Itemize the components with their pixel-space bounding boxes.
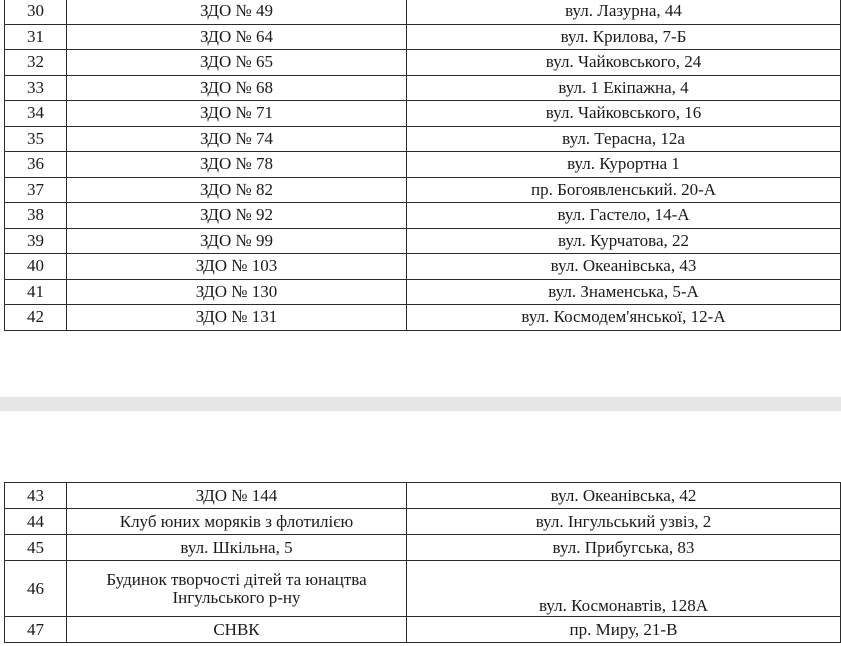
table-row	[5, 203, 841, 229]
row-number: 31	[5, 24, 67, 50]
table-row	[5, 305, 841, 331]
institution-address: вул. Лазурна, 44	[407, 0, 841, 24]
institution-address: вул. Океанівська, 42	[407, 483, 841, 509]
row-number: 42	[5, 305, 67, 331]
institution-address: вул. Курортна 1	[407, 152, 841, 178]
institution-address: вул. Крилова, 7-Б	[407, 24, 841, 50]
institution-name: ЗДО № 64	[67, 24, 407, 50]
institution-address: вул. Знаменська, 5-А	[407, 279, 841, 305]
row-number: 35	[5, 126, 67, 152]
table-row	[5, 177, 841, 203]
institution-name: ЗДО № 65	[67, 50, 407, 76]
institution-name: ЗДО № 74	[67, 126, 407, 152]
row-number: 37	[5, 177, 67, 203]
page-break-band	[0, 397, 841, 411]
table-row	[5, 483, 841, 509]
row-number: 44	[5, 509, 67, 535]
institution-address: вул. Інгульський узвіз, 2	[407, 509, 841, 535]
institution-address: вул. Курчатова, 22	[407, 228, 841, 254]
institution-name: ЗДО № 68	[67, 75, 407, 101]
table-row	[5, 101, 841, 127]
row-number: 36	[5, 152, 67, 178]
institution-name: ЗДО № 130	[67, 279, 407, 305]
table-row	[5, 0, 841, 24]
row-number: 30	[5, 0, 67, 24]
table-row	[5, 279, 841, 305]
institution-name: ЗДО № 92	[67, 203, 407, 229]
institution-name: ЗДО № 82	[67, 177, 407, 203]
institution-name: ЗДО № 71	[67, 101, 407, 127]
row-number: 47	[5, 617, 67, 643]
institution-address: пр. Миру, 21-В	[407, 617, 841, 643]
row-number: 43	[5, 483, 67, 509]
institution-address: вул. Космонавтів, 128А	[407, 561, 841, 617]
row-number: 38	[5, 203, 67, 229]
table-row	[5, 75, 841, 101]
table-row	[5, 509, 841, 535]
table-row	[5, 24, 841, 50]
table-row	[5, 228, 841, 254]
institution-address: вул. 1 Екіпажна, 4	[407, 75, 841, 101]
institution-name: Клуб юних моряків з флотилією	[67, 509, 407, 535]
institution-name: ЗДО № 78	[67, 152, 407, 178]
institution-address: вул. Космодем'янської, 12-А	[407, 305, 841, 331]
institution-address: вул. Гастело, 14-А	[407, 203, 841, 229]
institution-name: ЗДО № 99	[67, 228, 407, 254]
institutions-table-bottom	[4, 482, 841, 643]
institutions-table-top	[4, 0, 841, 331]
institution-address: пр. Богоявленський. 20-А	[407, 177, 841, 203]
row-number: 34	[5, 101, 67, 127]
row-number: 39	[5, 228, 67, 254]
institution-address: вул. Чайковського, 24	[407, 50, 841, 76]
row-number: 40	[5, 254, 67, 280]
institution-name: ЗДО № 103	[67, 254, 407, 280]
institution-name: ЗДО № 131	[67, 305, 407, 331]
institution-address: вул. Чайковського, 16	[407, 101, 841, 127]
row-number: 46	[5, 561, 67, 617]
table-row	[5, 126, 841, 152]
institution-address: вул. Прибугська, 83	[407, 535, 841, 561]
table-row	[5, 50, 841, 76]
institution-name: вул. Шкільна, 5	[67, 535, 407, 561]
table-row	[5, 152, 841, 178]
institution-name: СНВК	[67, 617, 407, 643]
row-number: 41	[5, 279, 67, 305]
institution-name: ЗДО № 144	[67, 483, 407, 509]
institution-address: вул. Океанівська, 43	[407, 254, 841, 280]
institution-name: Будинок творчості дітей та юнацтва Інгульського р-ну	[67, 561, 407, 617]
row-number: 32	[5, 50, 67, 76]
table-row	[5, 254, 841, 280]
table-row	[5, 561, 841, 617]
institution-name: ЗДО № 49	[67, 0, 407, 24]
institution-address: вул. Терасна, 12а	[407, 126, 841, 152]
row-number: 45	[5, 535, 67, 561]
table-row	[5, 617, 841, 643]
table-row	[5, 535, 841, 561]
row-number: 33	[5, 75, 67, 101]
